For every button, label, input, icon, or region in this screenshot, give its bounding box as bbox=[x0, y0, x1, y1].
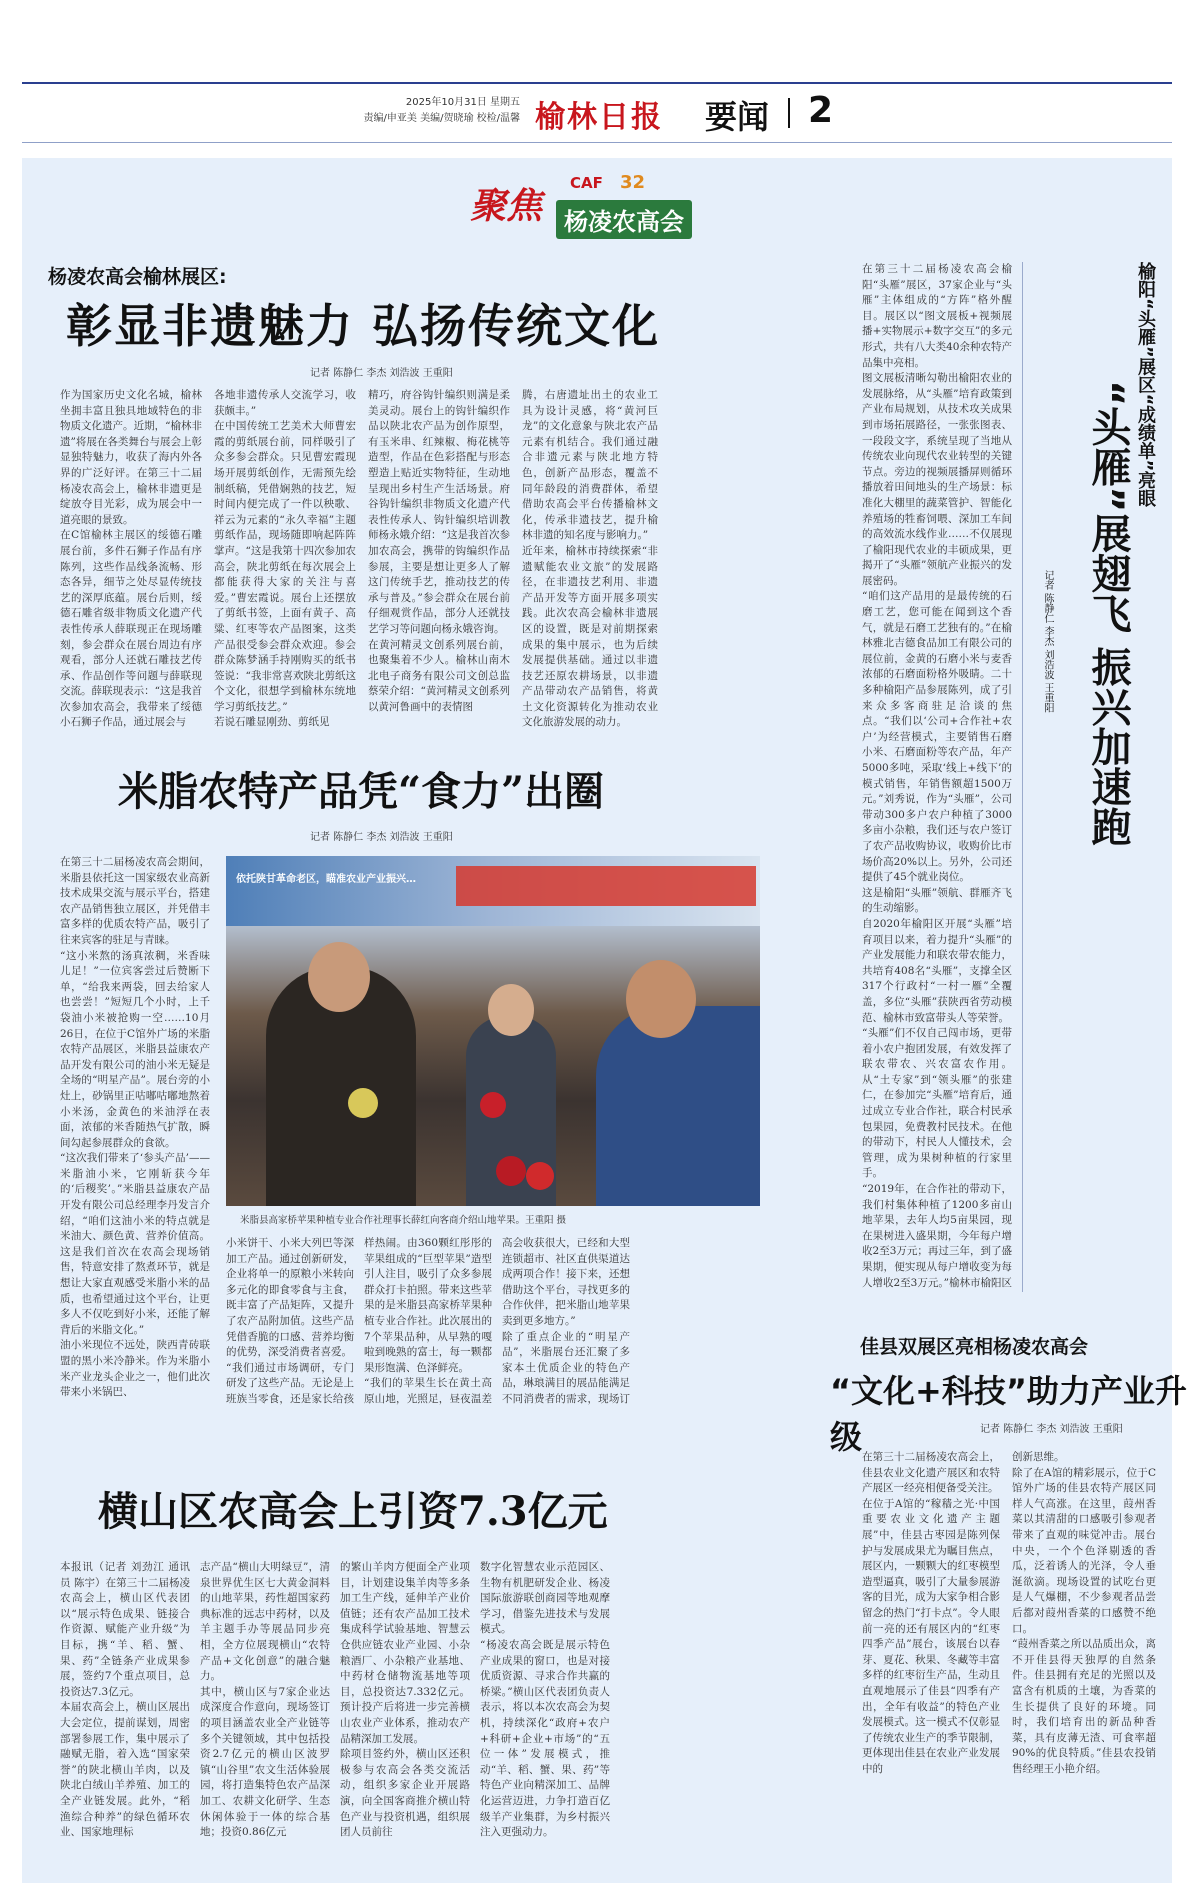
apple-red-3 bbox=[526, 1162, 554, 1190]
article2-col3: 样热闹。由360颗红彤彤的苹果组成的“巨型苹果”造型引人注目，吸引了众多参展群众打卡拍照。带来这些苹果的是米脂县高家桥苹果种植专业合作社。此次展出的7个苹果品种，从早熟的嘎啦到晚熟的富士，每一颗都果形饱满、色泽鲜亮。 “我们的苹果生长在黄土高原山地，光照足，昼夜温差 bbox=[364, 1237, 492, 1405]
article2-col4: 高会收获很大，已经和大型连锁超市、社区直供渠道达成两项合作！接下来，还想借助这个平台，寻找更多的合作伙伴，把米脂山地苹果卖到更多地方。” 除了重点企业的“明星产品”，米脂展台还汇聚了多家本土优质企业的特色产品，琳琅满目的展品能满足不同消费者的需求，现场订 bbox=[502, 1237, 630, 1405]
header-bottom-rule bbox=[22, 142, 1172, 143]
article3-col3: 的繁山羊肉方便面全产业项目，计划建设集羊肉等多条加工生产线，延伸羊产业价值链；还有农产品加工技术集成科学试验基地、智慧云仓供应链农业产业园、小杂粮酒厂、小杂粮产业基地、中药材仓储物流基地等项目，总投资达7.332亿元。预计投产后将进一步完善横山农业产业体系，推动农产品精深加工发展。 除项目签约外，横山区还积极参与农高会各类交流活动，组织多家企业开展路演，向全国客商推介横山特色产业与投资机遇，组织展团人员前往 bbox=[340, 1561, 470, 1839]
article1-byline: 记者 陈静仁 李杰 刘浩波 王重阳 bbox=[310, 368, 453, 379]
page-number: 2 bbox=[808, 90, 834, 131]
apple-red-1 bbox=[480, 1092, 506, 1118]
article1-kicker: 杨凌农高会榆林展区: bbox=[48, 266, 227, 288]
caf-number: 32 bbox=[620, 172, 646, 193]
photo-person-right bbox=[596, 1006, 760, 1206]
article4-col1: 在第三十二届杨凌农高会榆阳“头雁”展区，37家企业与“头雁”主体组成的“方阵”格外醒目。展区以“图文展板+视频展播+实物展示+数字交互”的多元形式，共有八大类40余种农特产品集中亮相。 图文展板清晰勾勒出榆阳农业的发展脉络，从“头雁”培育政策到产业布局规划，从技术攻关成果到市场拓展路径，一张张图表、一段段文字，系统呈现了当地从传统农业向现代农业转型的关键节点。旁边的视频展播屏则循环播放着田间地头的生产场景：标准化大棚里的蔬菜管护、智能化养殖场的牲畜饲喂、深加工车间的高效流水线作业……不仅展现了榆阳现代农业的丰硕成果，更揭开了“头雁”领航产业振兴的发展密码。 “咱们这产品用的是最传统的石磨工艺，您可能在闻到这个香气，就是石磨工艺独有的。”在榆林雅北吉德食品加工有限公司的展位前，金黄的石磨小米与麦香浓郁的石磨面粉格外吸睛。二十多种榆阳产品参展陈列，成了引来众多客商驻足洽谈的焦点。“我们以‘公司+合作社+农户’为经营模式，主要销售石磨小米、石磨面粉等农产品，年产5000多吨，采取‘线上+线下’的模式销售，年销售额超1500万元。”刘秀说，作为“头雁”，公司带动300多户农户种植了3000多亩小杂粮，我们还与农户签订了农产品收购协议，收购价比市场价高20%以上。另外，公司还提供了45个就业岗位。 这是榆阳“头雁”领航、群雁齐飞的生动缩影。 自2020年榆阳区开展“头雁”培育项目以来，着力提升“头雁”的产业发展能力和联农带农能力，共培育408名“头雁”，支撑全区317个行政村“一村一雁”全覆盖，多位“头雁”获陕西省劳动模范、榆林市致富带头人等荣誉。 “头雁”们不仅自己闯市场，更带着小农户抱团发展，有效发挥了联农带农、兴农富农作用。从“土专家”到“领头雁”的张建仁，在参加完“头雁”培育后，通过成立专业合作社，联合村民承包果园，免费教村民技术。在他的带动下，村民人人懂技术，会管理，成为果树种植的行家里手。 “2019年，在合作社的带动下，我们村集体种植了1200多亩山地苹果，去年人均5亩果园，现在果树进入盛果期，今年每户增收2至3万元；再过三年，到了盛果期，便实现从每户增收变为每人增收2至3万元。”榆林市榆阳区 bbox=[862, 263, 1012, 1289]
banner-title: 杨凌农高会 bbox=[556, 200, 692, 239]
article4-headline: “头雁”展翅飞 振兴加速跑 bbox=[1085, 380, 1131, 847]
article5-headline: “文化+科技”助力产业升级 bbox=[830, 1372, 1187, 1456]
article2-col2: 小米饼干、小米大列巴等深加工产品。通过创新研发，企业将单一的原粮小米转向多元化的即食零食与主食，既丰富了产品矩阵，又提升了农产品附加值。这些产品凭借香脆的口感、营养均衡的优势，深受消费者喜爱。 “我们通过市场调研，专门研发了这些产品。无论是上班族当零食，还是家长给孩 bbox=[226, 1237, 354, 1405]
caf-logo: CAF bbox=[570, 174, 603, 192]
photo-person-left-head bbox=[308, 942, 370, 1012]
apple-red-2 bbox=[496, 1156, 526, 1186]
article3-col4: 数字化智慧农业示范园区、生物有机肥研发企业、杨凌国际旅游联创商园等地观摩学习，借鉴先进技术与发展模式。 “杨凌农高会既是展示特色产业成果的窗口，也是对接优质资源、寻求合作共赢的桥梁。”横山区代表团负责人表示，将以本次农高会为契机，持续深化“政府+农户+科研+企业+市场”的“五位一体”发展模式，推动“羊、稻、蟹、果、药”等特色产业向精深加工、品牌化运营迈进，力争打造百亿级羊产业集群，为乡村振兴注入更强动力。 bbox=[480, 1561, 610, 1839]
photo-caption: 米脂县高家桥苹果种植专业合作社理事长薛红向客商介绍山地苹果。王重阳 摄 bbox=[240, 1215, 567, 1226]
article4-side-kicker: 榆阳“头雁”展区“成绩单”亮眼 bbox=[1135, 262, 1156, 508]
article1-col3: 精巧，府谷钩针编织则满是柔美灵动。展台上的钩针编织作品以陕北农产品为创作原型，有玉米串、红辣椒、梅花桃等造型，作品在色彩搭配与形态塑造上贴近实物特征，生动地呈现出乡村生产生活场景。府谷钩针编织非物质文化遗产代表性传承人、钩针编织培训教师杨永娥介绍：“这是我首次参加农高会，携带的钩编织作品参展，主要是想让更多人了解这门传统手艺，推动技艺的传承与普及。”参会群众在展台前仔细观赏作品，部分人还就技艺学习等问题向杨永娥咨询。 在黄河精灵文创系列展台前，也聚集着不少人。榆林山南木北电子商务有限公司文创总监蔡荣介绍：“黄河精灵文创系列以黄河鲁画中的表情图 bbox=[368, 389, 510, 713]
article1-col4: 腾，右唐遗址出土的农业工具为设计灵感，将“黄河巨龙”的文化意象与陕北农产品元素有机结合。我们通过融合非遗元素与陕北地方特色，创新产品形态，覆盖不同年龄段的消费群体，希望借助农高会平台传播榆林文化，传承非遗技艺，提升榆林非遗的知名度与影响力。” 近年来，榆林市持续探索“非遗赋能农业文旅”的发展路径，在非遗技艺利用、非遗产品开发等方面开展多项实践。此次农高会榆林非遗展区的设置，既是对前期探索成果的集中展示，也为后续发展提供基础。通过以非遗技艺还原农耕场景，以非遗产品带动农产品销售，将黄土文化资源转化为推动农业文化旅游发展的动力。 bbox=[522, 389, 658, 728]
article3-headline: 横山区农高会上引资7.3亿元 bbox=[98, 1488, 608, 1535]
banner bbox=[470, 172, 740, 242]
photo-banner-text: 依托陕甘革命老区，瞄准农业产业振兴… bbox=[236, 874, 416, 885]
section-title: 要闻 bbox=[705, 98, 770, 136]
editor-credits: 责编/申亚美 美编/贺晓瑜 校检/温馨 bbox=[363, 113, 520, 124]
article2-byline: 记者 陈静仁 李杰 刘浩波 王重阳 bbox=[310, 832, 453, 843]
paper-name-logo: 榆林日报 bbox=[535, 100, 663, 135]
article5-kicker: 佳县双展区亮相杨凌农高会 bbox=[860, 1336, 1089, 1358]
article4-byline: 记者 陈静仁 李杰 刘浩波 王重阳 bbox=[1042, 570, 1053, 713]
header-divider bbox=[788, 98, 790, 128]
banner-prefix: 聚焦 bbox=[470, 185, 543, 227]
article2-headline: 米脂农特产品凭“食力”出圈 bbox=[118, 768, 605, 815]
apple-green bbox=[348, 1088, 378, 1118]
photo-person-right-head bbox=[626, 960, 696, 1038]
photo-red-signage bbox=[456, 866, 756, 906]
article2-col1: 在第三十二届杨凌农高会期间，米脂县依托这一国家级农业高新技术成果交流与展示平台，搭建农产品销售独立展区，并凭借丰富多样的优质农特产品，吸引了往来宾客的驻足与青睐。 “这小米熬的汤真浓稠，米香味儿足！”一位宾客尝过后赞断下单，“给我来两袋，回去给家人也尝尝！”短短几个小时，上千袋油小米被抢购一空……10月26日，在位于C馆外广场的米脂农特产品展区，米脂县益康农产品开发有限公司的油小米无疑是全场的“明星产品”。展台旁的小灶上，砂锅里正咕嘟咕嘟地熬着小米汤，金黄色的米油浮在表面，浓郁的米香随热气扩散，瞬间勾起参展群众的食欲。 “这次我们带来了‘参头产品’——米脂油小米，它刚斩获今年的‘后稷奖’。”米脂县益康农产品开发有限公司总经理李丹发言介绍，“咱们这油小米的特点就是米油大、颜色黄、营养价值高。这是我们首次在农高会现场销售，特意安排了熬煮环节，就是想让大家直观感受米脂小米的品质，也希望通过这个平台，让更多人不仅吃到好小米，还能了解背后的米脂文化。” 油小米现位不远处，陕西青砖联盟的黑小米冷静米。作为米脂小米产业龙头企业之一，他们此次带来小米锅巴、 bbox=[60, 856, 210, 1399]
article1-headline: 彰显非遗魅力 弘扬传统文化 bbox=[66, 299, 661, 353]
article3-col2: 志产品“横山大明绿豆”，清泉世界优生区七大黄金洞料的山地苹果，药性超国家药典标准的远志中药材，以及羊主题手办等展品同步亮相，全方位展现横山“农特产品+文化创意”的融合魅力。 其中，横山区与7家企业达成深度合作意向，现场签订的项目涵盖农业全产业链等多个关键领域，其中包括投资2.7亿元的横山区波罗镇“山谷里”农文生活体验展园，将打造集特色农产品深加工、农耕文化研学、生态休闲体验于一体的综合基地；投资0.86亿元 bbox=[200, 1561, 330, 1839]
issue-date: 2025年10月31日 星期五 bbox=[405, 97, 520, 108]
article4-side-rule bbox=[1022, 262, 1023, 1292]
apple-vendor-photo bbox=[226, 856, 760, 1206]
article5-col2: 创新思维。 除了在A馆的精彩展示，位于C馆外广场的佳县农特产展区同样人气高涨。在这里，葭州香菜以其清甜的口感吸引参观者带来了直观的味觉冲击。展台中央，一个个色泽剔透的香瓜，泛着诱人的光泽，令人垂涎欲滴。现场设置的试吃台更是人气爆棚，不少参观者品尝后都对葭州香菜的口感赞不绝口。 “葭州香菜之所以品质出众，离不开佳县得天独厚的自然条件。佳县拥有充足的光照以及富含有机质的土壤，为香菜的生长提供了良好的环境。同时，我们培育出的新品种香菜，具有皮薄无渣、可食率超90%的优良特质。”佳县农投销售经理王小艳介绍。 bbox=[1012, 1451, 1156, 1775]
article3-col1: 本报讯（记者 刘劲江 通讯员 陈宇）在第三十二届杨凌农高会上，横山区代表团以“展示特色成果、链接合作资源、赋能产业升级”为目标，携“羊、稻、蟹、果、药”全链条产业成果参展，签约7个重点项目，总投资达7.3亿元。 本届农高会上，横山区展出大会定位，提前谋划，周密部署参展工作，集中展示了融赋无脂，着入选“国家荣誉”的陕北横山羊肉，以及陕北白绒山羊养殖、加工的全产业链发展。此外，“稻渔综合种养”的绿色循环农业、国家地理标 bbox=[60, 1561, 190, 1839]
article5-byline: 记者 陈静仁 李杰 刘浩波 王重阳 bbox=[980, 1424, 1123, 1435]
article5-col1: 在第三十二届杨凌农高会上，佳县农业文化遗产展区和农特产展区一经亮相便备受关注。 在位于A馆的“稼穑之光·中国重要农业文化遗产主题展”中，佳县古枣园是陈列保护与发展成果尤为瞩目焦点，展区内，一颗颗大的红枣模型造型逼真，吸引了大量参展游客的目光，成为大家争相合影留念的热门“打卡点”。令人眼前一亮的还有展区内的“红枣四季产品”展台，该展台以春芽、夏花、秋果、冬藏等丰富多样的红枣衍生产品，生动且直观地展示了佳县“四季有产出，全年有收益”的特色产业发展模式。这一模式不仅彰显了传统农业生产的季节限制，更体现出佳县在农业产业发展中的 bbox=[862, 1451, 1000, 1775]
article1-col1: 作为国家历史文化名城，榆林坐拥丰富且独具地域特色的非物质文化遗产。近期，“榆林非遗”将展在各类舞台与展会上彰显独特魅力，收获了海内外各界的广泛好评。在第三十二届杨凌农高会上，榆林非遗更是绽放夺目光彩，成为展会中一道亮眼的景致。 在C馆榆林主展区的绥德石雕展台前，多件石狮子作品有序陈列，这些作品线条流畅、形态各异，细节之处尽显传统技艺的深厚底蕴。展台后则，绥德石雕省级非物质文化遗产代表性传承人薛联现正在现场雕刻，参会群众在展台周边有序观看，部分人还就石雕技艺传承、作品创作等问题与薛联现交流。薛联现表示：“这是我首次参加农高会，我带来了绥德小石狮子作品，通过展会与 bbox=[60, 389, 202, 728]
article1-col2: 各地非遗传承人交流学习，收获颇丰。” 在中国传统工艺美术大师曹宏霞的剪纸展台前，同样吸引了众多参会群众。只见曹宏霞现场开展剪纸创作，无需预先绘制纸稿，凭借娴熟的技艺，短时间内便完成了一件以秧歌、祥云为元素的“永久幸福”主题剪纸作品，现场随即响起阵阵掌声。“这是我第十四次参加农高会，陕北剪纸在每次展会上都能获得大家的关注与喜爱。”曹宏霞说。展台上还摆放了剪纸书签，上面有黄子、高粱、红枣等农产品图案，这类产品很受参会群众欢迎。参会群众陈梦涵手持刚购买的纸书签说：“我非常喜欢陕北剪纸这个文化，很想学到榆林东统地学习剪纸技艺。” 若说石雕显刚劲、剪纸见 bbox=[214, 389, 356, 728]
header-top-rule bbox=[22, 82, 1172, 84]
photo-person-mid-head bbox=[488, 984, 534, 1036]
